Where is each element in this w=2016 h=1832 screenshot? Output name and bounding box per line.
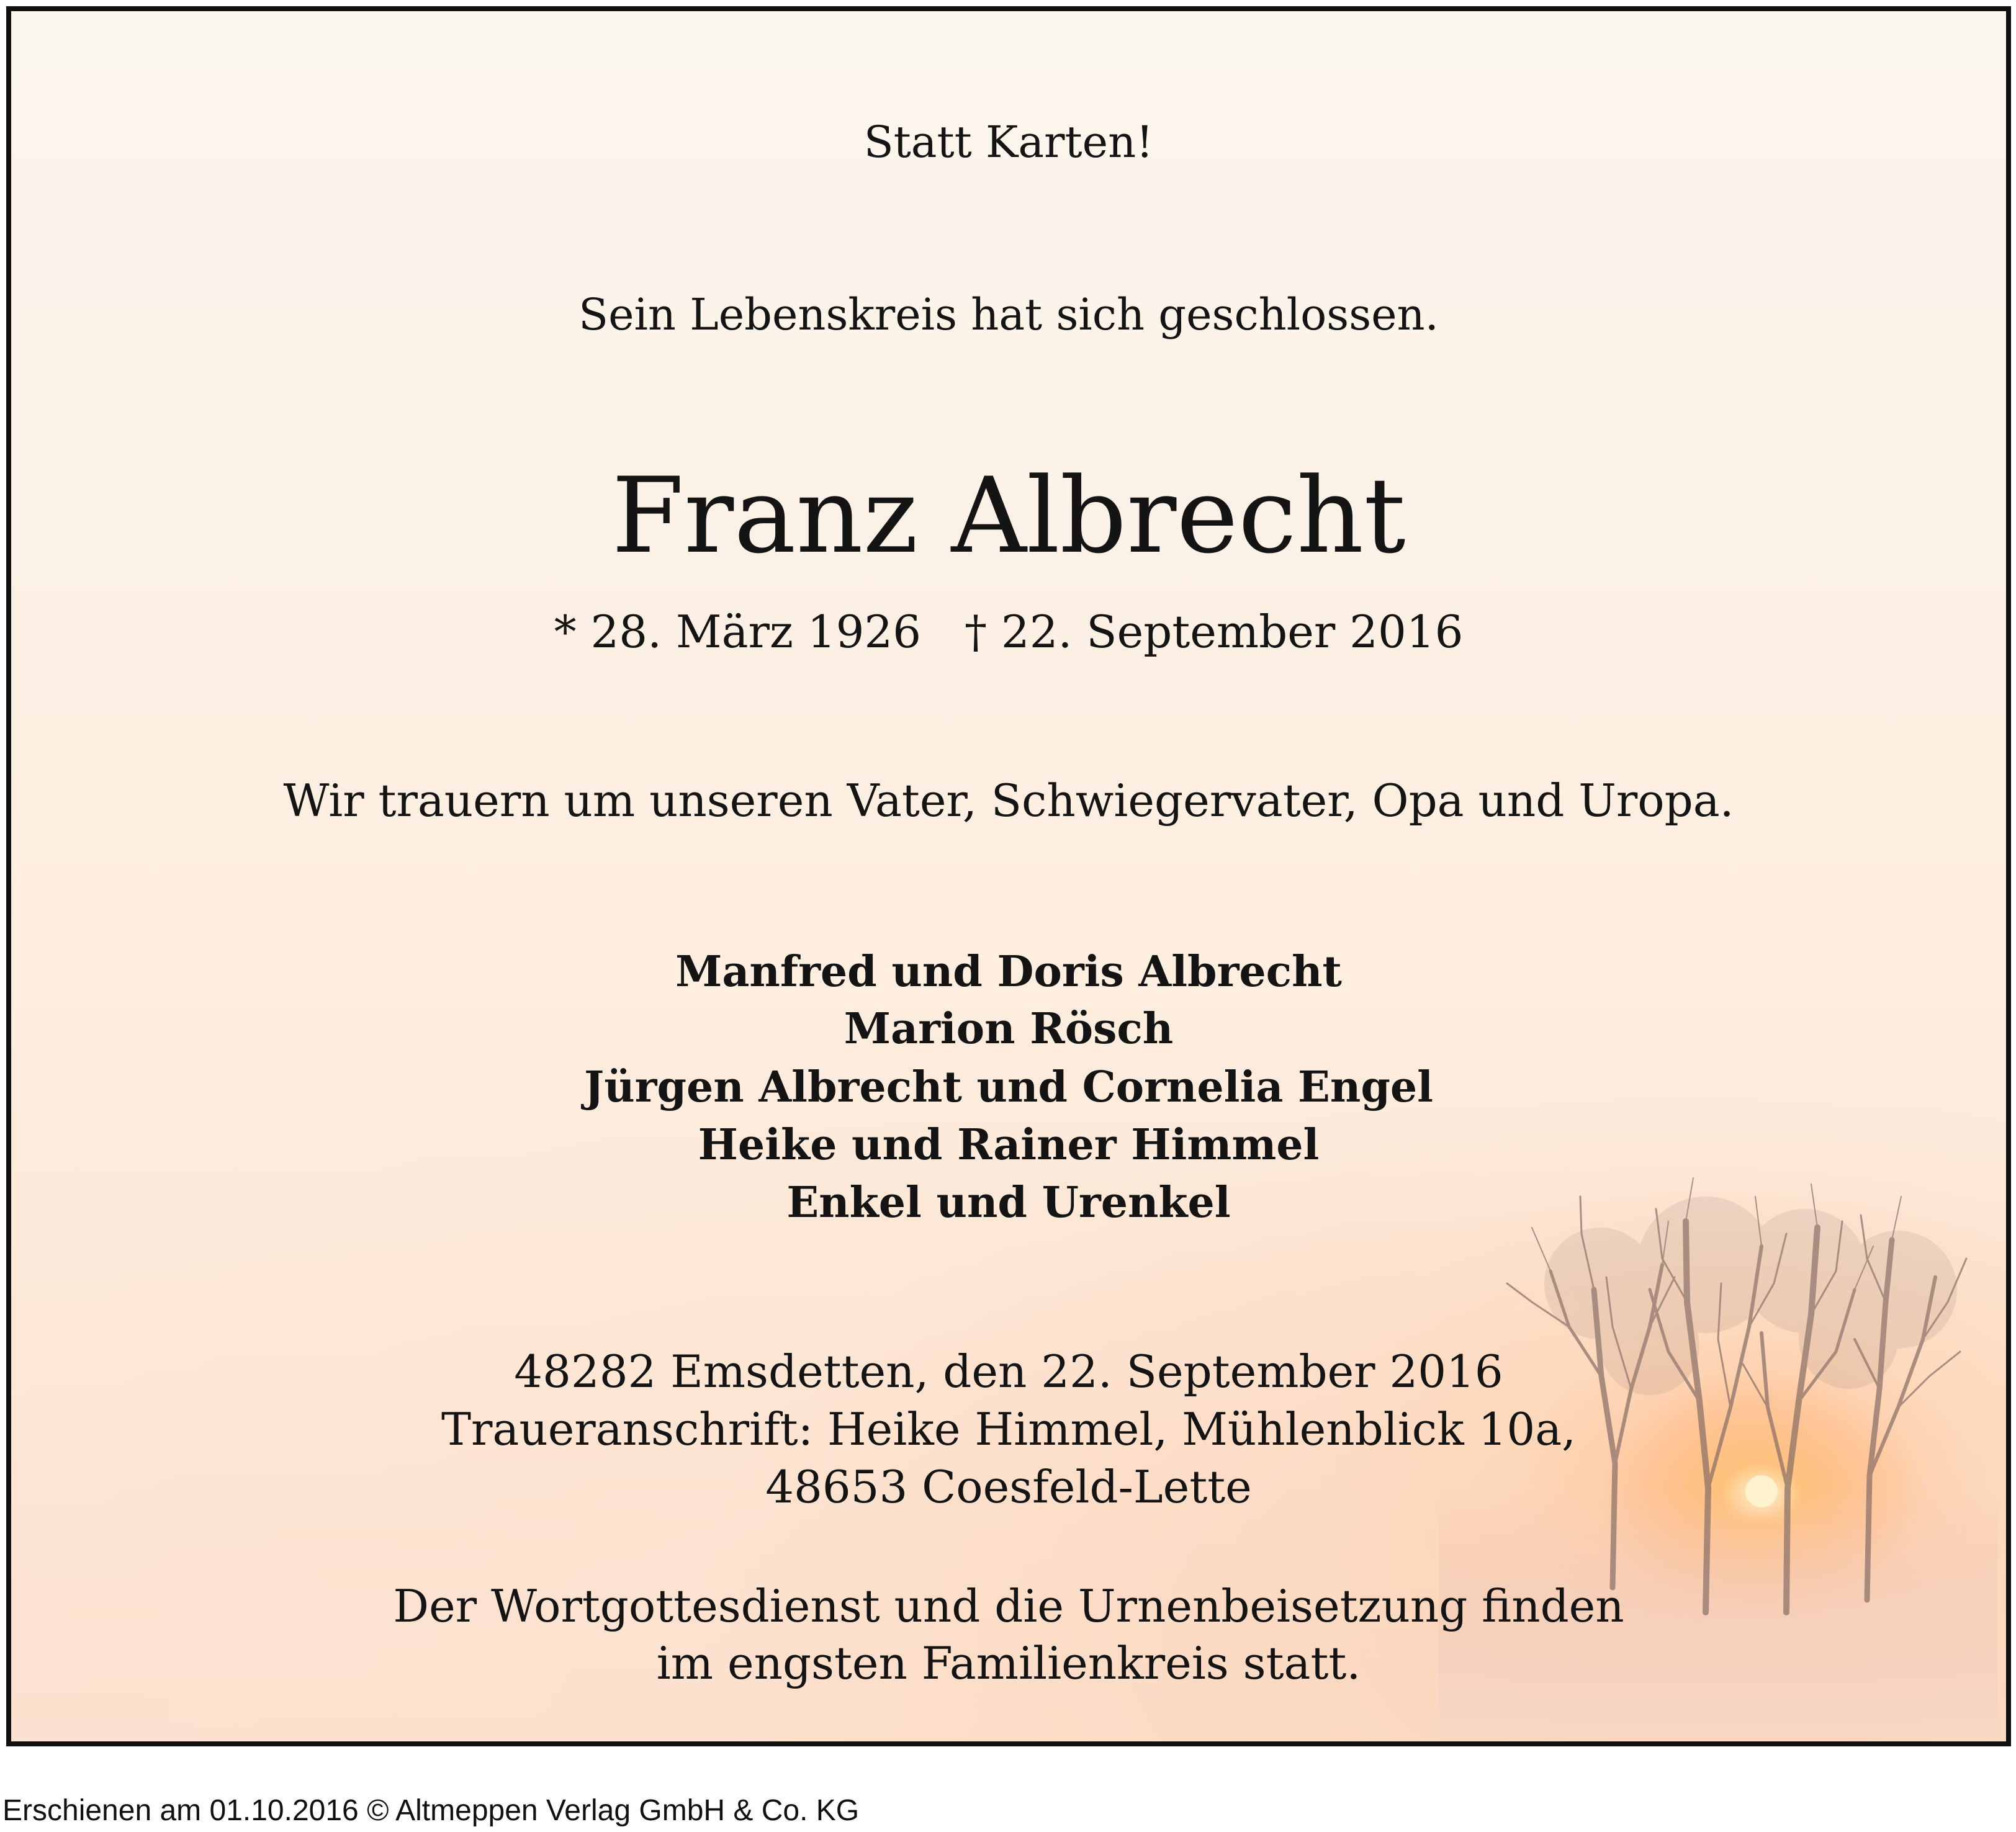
family-member: Enkel und Urenkel bbox=[786, 1178, 1231, 1228]
mourning-line: Wir trauern um unseren Vater, Schwiegervater, Opa und Uropa. bbox=[283, 775, 1734, 827]
header-text: Statt Karten! bbox=[863, 117, 1154, 168]
family-member: Marion Rösch bbox=[844, 1004, 1174, 1054]
family-member: Manfred und Doris Albrecht bbox=[675, 947, 1342, 997]
deceased-name: Franz Albrecht bbox=[611, 455, 1406, 577]
family-member: Heike und Rainer Himmel bbox=[698, 1120, 1320, 1170]
mourning-address: Traueranschrift: Heike Himmel, Mühlenblick 10a, bbox=[441, 1403, 1577, 1455]
obituary-notice bbox=[6, 6, 2011, 1746]
publication-footer: Erschienen am 01.10.2016 © Altmeppen Verlag GmbH & Co. KG bbox=[2, 1794, 860, 1827]
service-note: Der Wortgottesdienst und die Urnenbeisetzung finden bbox=[393, 1580, 1624, 1632]
birth-date: * 28. März 1926 bbox=[554, 606, 922, 658]
life-dates bbox=[11, 606, 2006, 658]
place-date: 48282 Emsdetten, den 22. September 2016 bbox=[514, 1345, 1503, 1398]
death-date: † 22. September 2016 bbox=[965, 606, 1464, 658]
motto-text: Sein Lebenskreis hat sich geschlossen. bbox=[578, 289, 1439, 340]
family-member: Jürgen Albrecht und Cornelia Engel bbox=[584, 1062, 1433, 1112]
mourning-address-city: 48653 Coesfeld-Lette bbox=[765, 1461, 1252, 1513]
service-note-cont: im engsten Familienkreis statt. bbox=[656, 1637, 1361, 1689]
